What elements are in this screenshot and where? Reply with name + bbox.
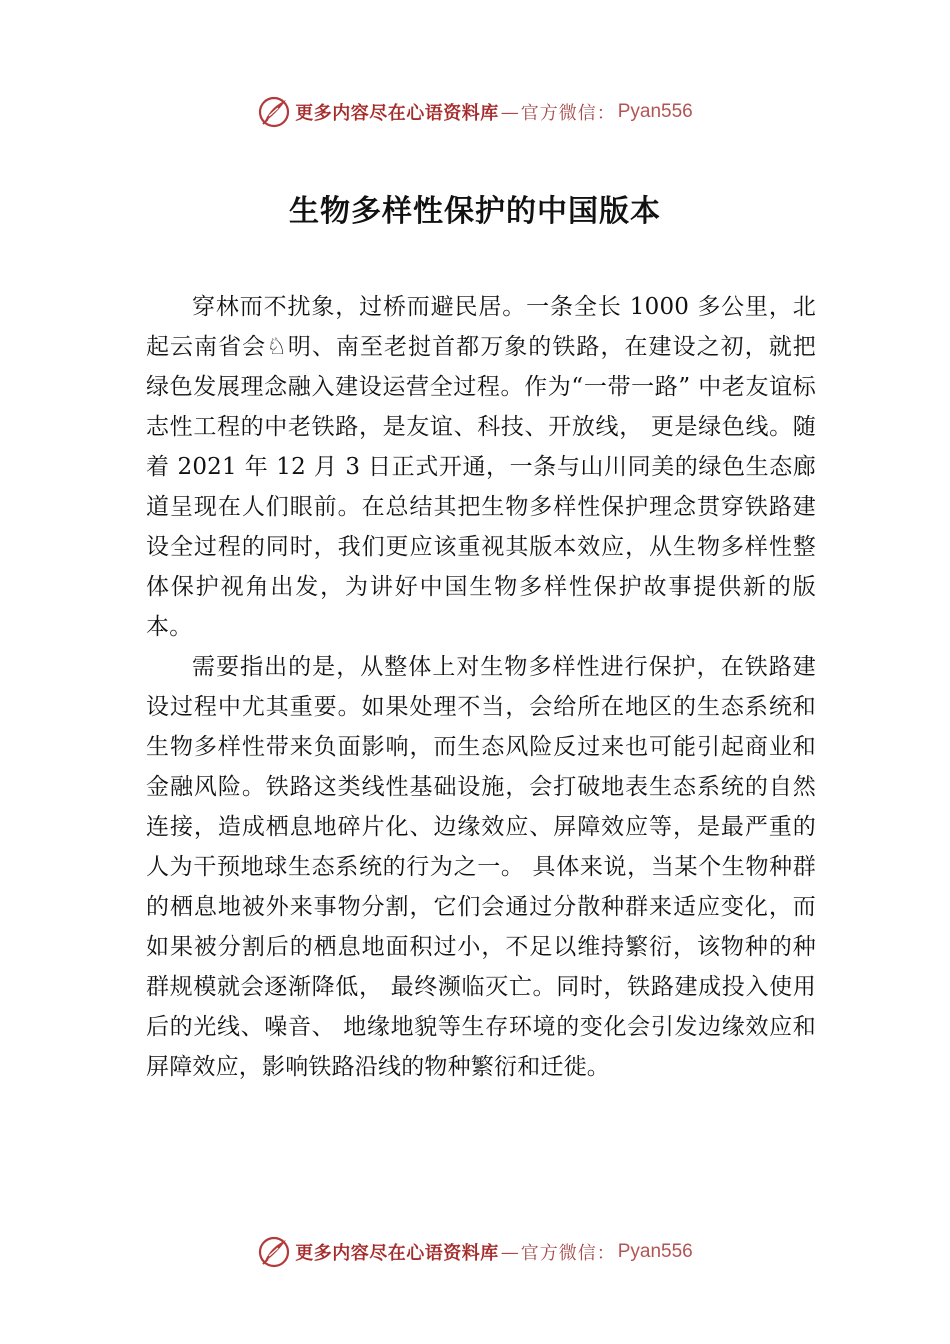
header-wechat-label: 官方微信： <box>520 103 616 124</box>
article-title: 生物多样性保护的中国版本 <box>289 194 661 229</box>
footer-wechat-label: 官方微信： <box>520 1243 616 1264</box>
header-dash: — <box>500 101 519 123</box>
quill-seal-icon <box>257 1235 291 1269</box>
footer-banner <box>0 1232 950 1272</box>
header-wechat-id: Pyan556 <box>617 101 693 122</box>
header-banner <box>0 92 950 132</box>
footer-wechat-id: Pyan556 <box>617 1241 693 1262</box>
article-body <box>146 287 816 1087</box>
article-paragraph-1: 穿林而不扰象，过桥而避民居。一条全长 1000 多公里，北起云南省会♘明、南至老挝首都万象的铁路，在建设之初，就把绿色发展理念融入建设运营全过程。作为“一带一路” 中老友谊标志性工程的中老铁路，是友谊、科技、开放线， 更是绿色线。随着 2021 年 12 月 3 日正式开通，一条与山川同美的绿色生态廊道呈现在人们眼前。在总结其把生物多样性保护理念贯穿铁路建设全过程的同时，我们更应该重视其版本效应，从生物多样性整体保护视角出发，为讲好中国生物多样性保护故事提供新的版本。 <box>146 294 816 640</box>
quill-seal-icon <box>257 95 291 129</box>
footer-site-text: 更多内容尽在心语资料库 <box>295 1243 499 1264</box>
article-paragraph-2: 需要指出的是，从整体上对生物多样性进行保护，在铁路建设过程中尤其重要。如果处理不当，会给所在地区的生态系统和生物多样性带来负面影响，而生态风险反过来也可能引起商业和金融风险。铁路这类线性基础设施，会打破地表生态系统的自然连接，造成栖息地碎片化、边缘效应、屏障效应等，是最严重的人为干预地球生态系统的行为之一。 具体来说，当某个生物种群的栖息地被外来事物分割，它们会通过分散种群来适应变化，而如果被分割后的栖息地面积过小，不足以维持繁衍，该物种的种群规模就会逐渐降低， 最终濒临灭亡。同时，铁路建成投入使用后的光线、噪音、 地缘地貌等生存环境的变化会引发边缘效应和屏障效应，影响铁路沿线的物种繁衍和迁徙。 <box>146 654 816 1080</box>
header-site-text: 更多内容尽在心语资料库 <box>295 103 499 124</box>
footer-dash: — <box>500 1241 519 1263</box>
